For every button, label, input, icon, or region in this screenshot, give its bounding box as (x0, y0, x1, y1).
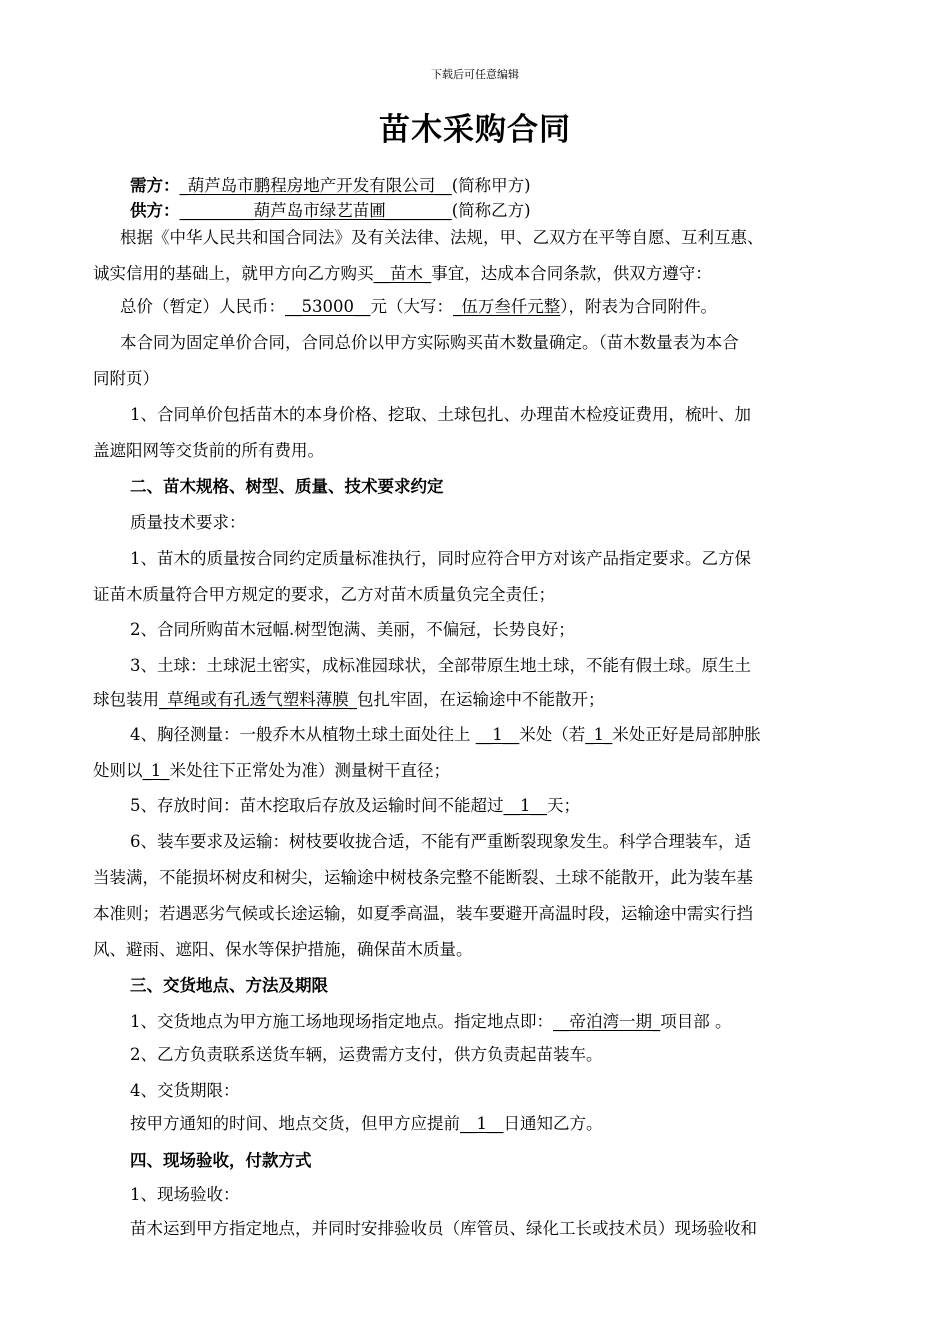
party-b-label: 供方： (130, 201, 180, 220)
quality-item-3-line-2 (93, 689, 863, 711)
acceptance-item-1: 1、现场验收： (130, 1185, 240, 1204)
quality-item-5 (130, 795, 900, 817)
item-4-mid: 米处（若 (519, 725, 586, 744)
party-b-suffix: (简称乙方) (451, 201, 531, 220)
notice-pre: 按甲方通知的时间、地点交货，但甲方应提前 (130, 1114, 460, 1133)
delivery-notice (130, 1113, 900, 1135)
price-mid: 元（大写： (370, 297, 453, 316)
clause-1-line-2: 盖遮阳网等交货前的所有费用。 (93, 441, 324, 460)
delivery-item-1-pre: 1、交货地点为甲方施工场地现场指定地点。指定地点即： (130, 1012, 553, 1031)
section-2-heading: 二、苗木规格、树型、质量、技术要求约定 (130, 477, 444, 496)
item-5-post: 天； (547, 796, 580, 815)
notice-post: 日通知乙方。 (503, 1114, 603, 1133)
item-4-pre: 4、胸径测量：一般乔木从植物土球土面处往上 (130, 725, 476, 744)
section-4-heading: 四、现场验收，付款方式 (130, 1151, 312, 1170)
quality-item-6-line-1: 6、装车要求及运输：树枝要收拢合适，不能有严重断裂现象发生。科学合理装车，适 (130, 832, 751, 851)
delivery-item-4: 4、交货期限： (130, 1081, 240, 1100)
delivery-item-1 (130, 1011, 900, 1033)
delivery-item-1-post: 项目部 。 (660, 1012, 732, 1031)
intro-line-1: 根据《中华人民共和国合同法》及有关法律、法规，甲、乙双方在平等自愿、互利互惠、 (120, 228, 764, 247)
quality-item-4-line-2 (93, 760, 863, 782)
delivery-place: __帝泊湾一期_ (553, 1012, 661, 1031)
intro-item: __苗木_ (373, 264, 432, 283)
party-a-suffix: (简称甲方) (451, 176, 531, 195)
section-3-heading: 三、交货地点、方法及期限 (130, 976, 328, 995)
party-b-name: _________葫芦岛市绿艺苗圃________ (179, 201, 452, 220)
contract-title: 苗木采购合同 (379, 112, 571, 148)
fixed-price-line-1: 本合同为固定单价合同，合同总价以甲方实际购买苗木数量确定。（苗木数量表为本合 (120, 333, 739, 352)
storage-days: __1__ (503, 796, 547, 815)
dbh-height-3: _1_ (142, 761, 170, 780)
quality-item-6-line-3: 本准则；若遇恶劣气候或长途运输，如夏季高温，装车要避开高温时段，运输途中需实行挡 (93, 904, 753, 923)
quality-item-1-line-1: 1、苗木的质量按合同约定质量标准执行，同时应符合甲方对该产品指定要求。乙方保 (130, 549, 751, 568)
item-5-pre: 5、存放时间：苗木挖取后存放及运输时间不能超过 (130, 796, 504, 815)
quality-item-3-line-1: 3、土球：土球泥土密实，成标准园球状，全部带原生地土球，不能有假土球。原生土 (130, 656, 751, 675)
price-label: 总价（暂定）人民币： (120, 297, 285, 316)
intro-line-2 (93, 263, 863, 285)
item-4-line-2-pre: 处则以 (93, 761, 143, 780)
item-4-line-2-post: 米处往下正常处为准）测量树干直径； (169, 761, 450, 780)
party-a-name: _葫芦岛市鹏程房地产开发有限公司__ (179, 176, 452, 195)
party-a-label: 需方： (130, 176, 180, 195)
quality-item-6-line-4: 风、避雨、遮阳、保水等保护措施，确保苗木质量。 (93, 940, 473, 959)
item-4-post: 米处正好是局部肿胀 (612, 725, 761, 744)
header-note: 下载后可任意编辑 (431, 68, 519, 81)
quality-item-6-line-2: 当装满，不能损坏树皮和树尖，运输途中树枝条完整不能断裂、土球不能散开，此为装车基 (93, 868, 753, 887)
party-b-line (130, 200, 900, 222)
quality-item-1-line-2: 证苗木质量符合甲方规定的要求，乙方对苗木质量负完全责任； (93, 585, 555, 604)
delivery-item-2: 2、乙方负责联系送货车辆，运费需方支付，供方负责起苗装车。 (130, 1045, 603, 1064)
price-capital: _伍万叁仟元整 (453, 297, 561, 316)
notice-days: __1__ (460, 1114, 504, 1133)
price-post: ），附表为合同附件。 (560, 297, 717, 316)
quality-label: 质量技术要求： (130, 513, 246, 532)
price-amount: __53000__ (285, 297, 371, 316)
packing-material: _草绳或有孔透气塑料薄膜_ (159, 690, 357, 709)
dbh-height-2: _1_ (585, 725, 613, 744)
quality-item-4-line-1 (130, 724, 900, 746)
party-a-line (130, 175, 900, 197)
item-3-pre: 球包装用 (93, 690, 159, 709)
acceptance-text: 苗木运到甲方指定地点，并同时安排验收员（库管员、绿化工长或技术员）现场验收和 (130, 1219, 757, 1238)
intro-text-post: 事宜，达成本合同条款，供双方遵守： (431, 264, 712, 283)
intro-text: 诚实信用的基础上，就甲方向乙方购买 (93, 264, 374, 283)
dbh-height-1: __1__ (475, 725, 520, 744)
quality-item-2: 2、合同所购苗木冠幅.树型饱满、美丽，不偏冠，长势良好； (130, 620, 575, 639)
price-line (120, 296, 890, 318)
item-3-post: 包扎牢固，在运输途中不能散开； (357, 690, 605, 709)
clause-1-line-1: 1、合同单价包括苗木的本身价格、挖取、土球包扎、办理苗木检疫证费用，梳叶、加 (130, 405, 751, 424)
fixed-price-line-2: 同附页） (93, 369, 159, 388)
